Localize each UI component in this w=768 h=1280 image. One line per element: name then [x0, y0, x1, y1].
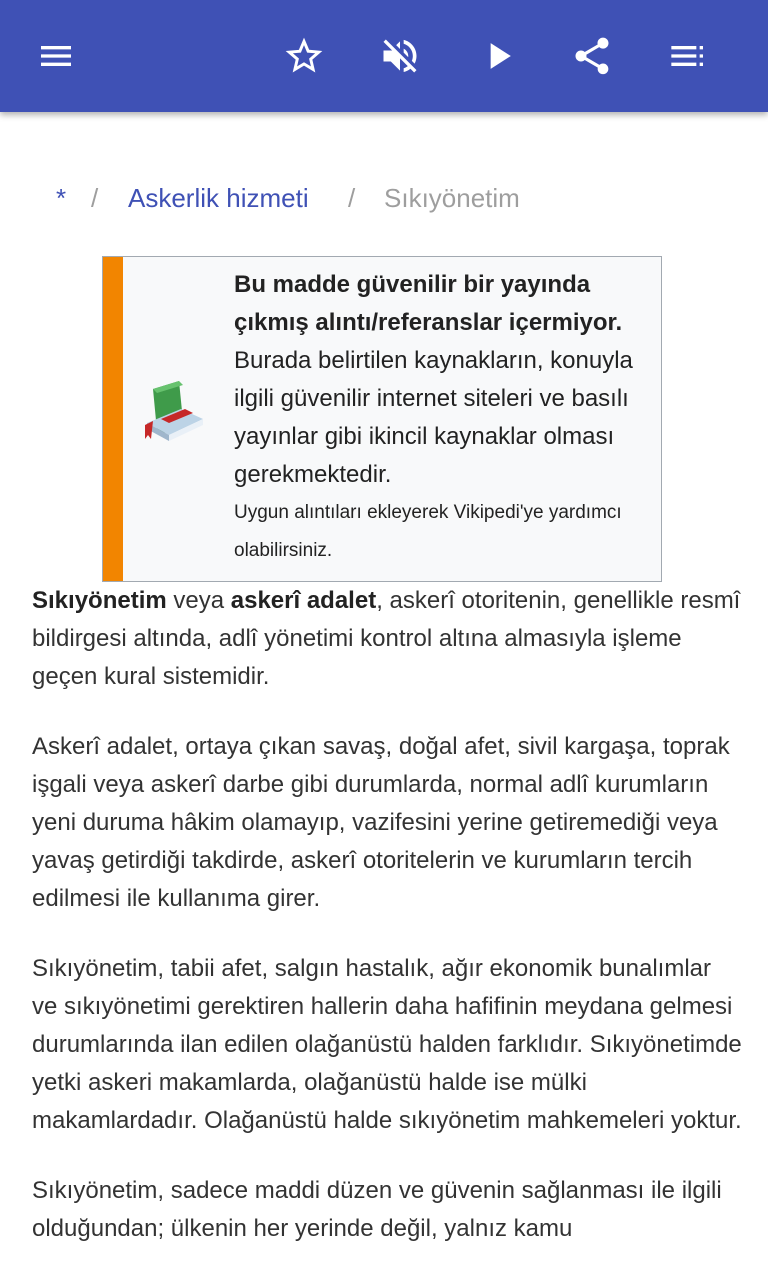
article-text: veya: [166, 587, 231, 614]
menu-button[interactable]: [28, 28, 84, 84]
article-term: askerî adalet: [230, 587, 377, 614]
share-button[interactable]: [564, 28, 620, 84]
play-icon: [476, 34, 520, 78]
breadcrumb: [0, 180, 768, 220]
article-paragraph: [32, 582, 742, 696]
volume-off-icon: [378, 34, 422, 78]
mute-button[interactable]: [372, 28, 428, 84]
playlist-icon: [668, 36, 708, 76]
play-button[interactable]: [470, 28, 526, 84]
article-body: [32, 582, 742, 1280]
article-paragraph: Sıkıyönetim, tabii afet, salgın hastalık, ağır ekonomik bunalımlar ve sıkıyönetimi gerektiren hallerin daha hafifinin meydana gelmesi durumlarında ilan edilen olağanüstü halden farklıdır. Sıkıyönetimde yetki askeri makamlarda, olağanüstü halde ise mülki makamlardadır. Olağanüstü halde sıkıyönetim mahkemeleri yoktur.: [32, 955, 742, 1134]
notice-text: [234, 266, 654, 570]
share-icon: [570, 34, 614, 78]
star-outline-icon: [282, 34, 326, 78]
article-paragraph: Askerî adalet, ortaya çıkan savaş, doğal afet, sivil kargaşa, toprak işgali veya askerî darbe gibi durumlarda, normal adlî kurumların yeni duruma hâkim olamayıp, vazifesini yerine getiremediği veya yavaş getirdiği takdirde, askerî otoritelerin ve kurumların tercih edilmesi ile kullanıma girer.: [32, 733, 730, 912]
bookmark-button[interactable]: [276, 28, 332, 84]
contents-button[interactable]: [660, 28, 716, 84]
breadcrumb-current: Sıkıyönetim: [384, 183, 520, 213]
breadcrumb-separator: /: [348, 183, 356, 213]
article-term: Sıkıyönetim: [32, 587, 167, 614]
app-toolbar: [0, 0, 768, 112]
citation-notice-box: [102, 256, 662, 582]
notice-small-text: Uygun alıntıları ekleyerek Vikipedi'ye yardımcı olabilirsiniz.: [234, 502, 622, 561]
hamburger-menu-icon: [36, 36, 76, 76]
article-text: , askerî otoritenin, genellikle resmî bildirgesi altında, adlî yönetimi kontrol altına almasıyla işleme geçen kural sistemidir.: [32, 587, 741, 690]
notice-bold-text: Bu madde güvenilir bir yayında çıkmış alıntı/referanslar içermiyor.: [234, 271, 623, 336]
breadcrumb-separator: /: [91, 183, 99, 213]
notice-body-text: Burada belirtilen kaynakların, konuyla ilgili güvenilir internet siteleri ve basılı yayınlar gibi ikincil kaynaklar olması gerekmektedir.: [234, 347, 633, 488]
article-paragraph: Sıkıyönetim, sadece maddi düzen ve güvenin sağlanması ile ilgili olduğundan; ülkenin her yerinde değil, yalnız kamu: [32, 1177, 722, 1242]
books-icon: [143, 375, 207, 447]
breadcrumb-home-link[interactable]: *: [56, 183, 67, 213]
breadcrumb-parent-link[interactable]: Askerlik hizmeti: [128, 183, 309, 213]
notice-stripe: [103, 257, 123, 581]
